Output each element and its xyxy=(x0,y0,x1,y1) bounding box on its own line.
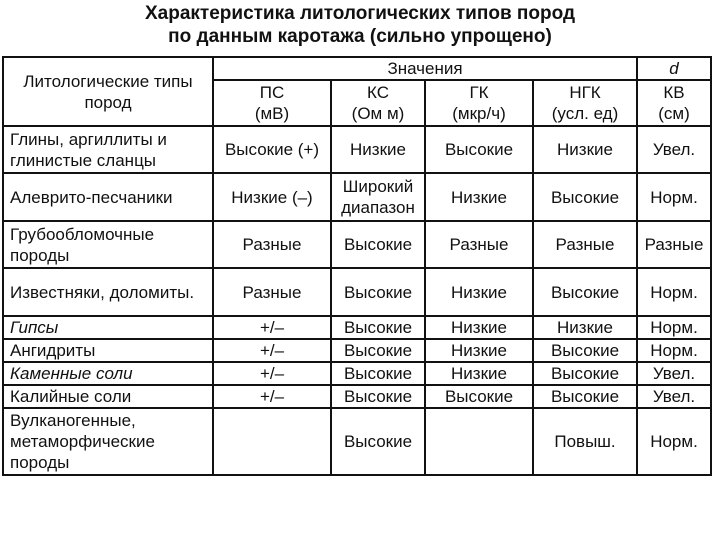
rock-type-cell: Глины, аргиллиты и глинистые сланцы xyxy=(3,126,213,173)
column-name: ПС xyxy=(259,83,285,102)
value-cell: Высокие xyxy=(331,339,425,362)
row-header-cell: Литологические типы пород xyxy=(3,57,213,126)
rock-type-cell: Ангидриты xyxy=(3,339,213,362)
value-cell: Широкий диапазон xyxy=(331,173,425,221)
value-cell: Разные xyxy=(213,221,331,268)
value-cell: Высокие xyxy=(533,268,637,316)
column-unit: (усл. ед) xyxy=(551,104,619,123)
value-cell: +/– xyxy=(213,385,331,408)
rock-type-cell: Грубообломочные породы xyxy=(3,221,213,268)
group-header-values: Значения xyxy=(213,57,637,80)
value-cell: Высокие xyxy=(331,221,425,268)
value-cell: Высокие xyxy=(425,385,533,408)
value-cell: Высокие xyxy=(533,362,637,385)
value-cell: Высокие xyxy=(533,339,637,362)
column-unit: (Ом м) xyxy=(351,104,405,123)
table-row xyxy=(3,339,711,362)
group-header-d: d xyxy=(637,57,711,80)
table-row xyxy=(3,362,711,385)
column-header xyxy=(425,80,533,126)
value-cell: Увел. xyxy=(637,126,711,173)
value-cell: Низкие xyxy=(425,316,533,339)
value-cell: Увел. xyxy=(637,362,711,385)
value-cell: +/– xyxy=(213,316,331,339)
rock-type-cell: Каменные соли xyxy=(3,362,213,385)
table-row xyxy=(3,126,711,173)
table-body xyxy=(3,126,711,475)
value-cell: Высокие xyxy=(331,385,425,408)
value-cell: Низкие xyxy=(533,126,637,173)
value-cell: Низкие xyxy=(425,173,533,221)
rock-type-cell: Гипсы xyxy=(3,316,213,339)
table-row xyxy=(3,316,711,339)
page-title xyxy=(0,2,720,48)
value-cell: Низкие xyxy=(533,316,637,339)
value-cell: Норм. xyxy=(637,173,711,221)
value-cell: Разные xyxy=(533,221,637,268)
title-line-1: Характеристика литологических типов пород xyxy=(144,3,576,24)
rock-type-cell: Калийные соли xyxy=(3,385,213,408)
value-cell: Норм. xyxy=(637,408,711,475)
value-cell: Высокие xyxy=(533,385,637,408)
value-cell: +/– xyxy=(213,339,331,362)
column-header xyxy=(533,80,637,126)
value-cell: Высокие xyxy=(425,126,533,173)
value-cell: Высокие xyxy=(533,173,637,221)
column-name: НГК xyxy=(569,83,601,102)
header-row-top xyxy=(3,57,711,80)
value-cell: Низкие xyxy=(425,362,533,385)
value-cell: Норм. xyxy=(637,339,711,362)
table-row xyxy=(3,408,711,475)
value-cell: Низкие xyxy=(425,268,533,316)
value-cell: Высокие xyxy=(331,268,425,316)
value-cell: Высокие xyxy=(331,362,425,385)
value-cell: Низкие xyxy=(425,339,533,362)
value-cell: Разные xyxy=(425,221,533,268)
table-row xyxy=(3,385,711,408)
rock-type-cell: Вулканогенные, метаморфические породы xyxy=(3,408,213,475)
column-header xyxy=(213,80,331,126)
column-unit: (мВ) xyxy=(254,104,290,123)
column-header xyxy=(637,80,711,126)
rock-type-cell: Известняки, доломиты. xyxy=(3,268,213,316)
column-name: ГК xyxy=(469,83,489,102)
column-header xyxy=(331,80,425,126)
column-name: КС xyxy=(367,83,389,102)
value-cell: Высокие xyxy=(331,408,425,475)
value-cell xyxy=(213,408,331,475)
value-cell: Увел. xyxy=(637,385,711,408)
title-line-2: по данным каротажа (сильно упрощено) xyxy=(168,26,552,47)
value-cell: Разные xyxy=(213,268,331,316)
column-unit: (см) xyxy=(658,104,690,123)
value-cell: Повыш. xyxy=(533,408,637,475)
value-cell: +/– xyxy=(213,362,331,385)
value-cell: Высокие (+) xyxy=(213,126,331,173)
value-cell xyxy=(425,408,533,475)
value-cell: Низкие xyxy=(331,126,425,173)
table-row xyxy=(3,268,711,316)
value-cell: Разные xyxy=(637,221,711,268)
value-cell: Высокие xyxy=(331,316,425,339)
rock-type-cell: Алеврито-песчаники xyxy=(3,173,213,221)
column-unit: (мкр/ч) xyxy=(452,104,506,123)
value-cell: Норм. xyxy=(637,316,711,339)
table-row xyxy=(3,221,711,268)
column-name: КВ xyxy=(663,83,685,102)
lithology-table xyxy=(2,56,712,476)
value-cell: Низкие (–) xyxy=(213,173,331,221)
table-row xyxy=(3,173,711,221)
value-cell: Норм. xyxy=(637,268,711,316)
